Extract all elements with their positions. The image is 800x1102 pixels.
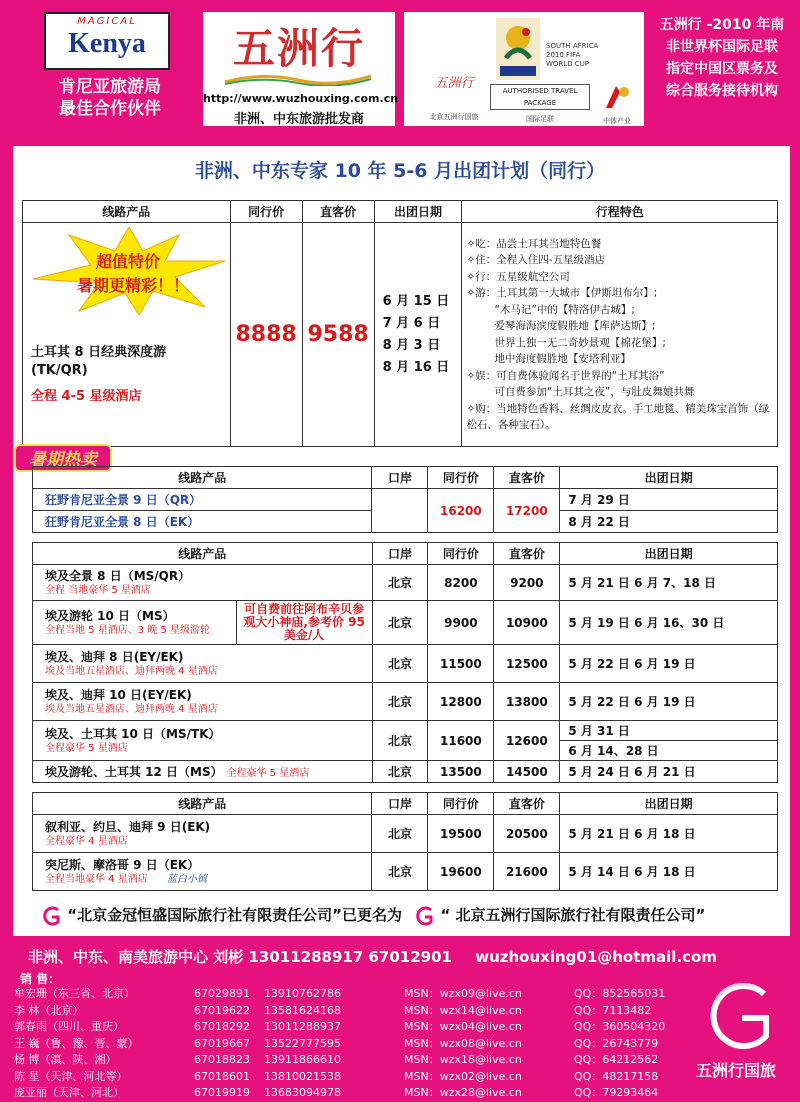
authorised-package-badge: AUTHORISED TRAVEL PACKAGE <box>490 84 590 110</box>
feature-line: 地中海度假胜地【安塔利亚】 <box>494 353 631 365</box>
route-hotel: 全程 当地豪华 5 星酒店 <box>45 584 151 596</box>
col-header-dates: 出团日期 <box>560 467 778 489</box>
route-hotel: 埃及当地五星酒店、迪拜两晚 4 星酒店 <box>45 703 218 715</box>
sales-msn: MSN：wzx14@live.cn <box>404 1003 522 1017</box>
list-item <box>14 1085 694 1102</box>
right-caption-line-1: 五洲行 -2010 年南 <box>659 17 785 33</box>
brand-name: 五洲行 <box>232 24 365 73</box>
page-title: 非洲、中东专家 10 年 5-6 月出团计划（同行） <box>194 160 606 182</box>
peer-price: 11600 <box>428 721 494 761</box>
departure-date: 5 月 24 日 6 月 21 日 <box>560 761 778 783</box>
feature-line: “木马记”中的【特洛伊古城】; <box>494 303 635 316</box>
route-name: 叙利亚、约旦、迪拜 9 日(EK) <box>45 819 211 834</box>
table-row <box>33 815 778 853</box>
col-header-route: 线路产品 <box>33 467 372 489</box>
sales-name: 牟宏珊（东三省、北京） <box>14 987 135 1000</box>
sales-name: 王 巍（鲁、豫、晋、蒙） <box>14 1036 139 1050</box>
departure-date: 5 月 21 日 6 月 7、18 日 <box>560 565 778 601</box>
route-highlight: 蓝白小镇 <box>166 873 207 885</box>
small-brand-caption: 北京五洲行国旅 <box>429 113 479 121</box>
feature-line: ✧娱：可自费体验闻名于世界的“土耳其浴” <box>466 369 665 382</box>
col-header-peer-price: 同行价 <box>428 543 494 565</box>
partner-logos-box <box>404 12 644 126</box>
port: 北京 <box>372 721 428 761</box>
col-header-port: 口岸 <box>372 543 428 565</box>
sales-name: 杨 博（滇、陕、湘） <box>14 1053 117 1066</box>
sales-mobile: 13810021538 <box>264 1069 341 1083</box>
route-hotel-line <box>33 873 371 887</box>
route-cell <box>33 683 373 721</box>
col-header-route: 线路产品 <box>23 201 231 223</box>
departure-date: 5 月 31 日 <box>560 721 778 741</box>
peer-price: 8888 <box>230 223 302 447</box>
col-header-route: 线路产品 <box>33 793 372 815</box>
port: 北京 <box>372 601 428 645</box>
features-cell <box>462 223 778 447</box>
route-cell <box>33 601 237 645</box>
col-header-dates: 出团日期 <box>560 543 778 565</box>
feature-line: 爱琴海海滨度假胜地【库萨达斯】; <box>494 320 656 332</box>
brand-url-link[interactable]: http://www.wuzhouxing.com.cn <box>203 92 399 105</box>
feature-line: ✧购：当地特色香料、丝绸皮皮衣。手工地毯、精美珠宝首饰（绿松石、各种宝石）。 <box>466 402 770 431</box>
feature-line: 世界上独一无二奇妙景观【棉花堡】; <box>494 336 666 349</box>
small-brand-logo: 五洲行 <box>434 76 474 91</box>
peer-price: 16200 <box>428 489 494 533</box>
worldcup-agency-caption <box>652 14 792 102</box>
china-sports-logo-icon <box>600 82 634 112</box>
sales-phone: 67029891 <box>194 987 250 1000</box>
port: 北京 <box>372 853 428 891</box>
retail-price: 20500 <box>494 815 560 853</box>
col-header-retail-price: 直客价 <box>494 793 560 815</box>
col-header-peer-price: 同行价 <box>230 201 302 223</box>
port-cell <box>372 489 428 533</box>
peer-price: 8200 <box>428 565 494 601</box>
company-rename-notice <box>40 904 780 927</box>
kenya-logo-magical: MAGICAL <box>77 16 137 27</box>
departure-dates <box>374 223 462 447</box>
departure-date: 5 月 14 日 6 月 18 日 <box>560 853 778 891</box>
brand-g-logo-icon <box>698 978 780 1056</box>
retail-price: 21600 <box>494 853 560 891</box>
col-header-port: 口岸 <box>372 467 428 489</box>
sales-msn: MSN：wzx18@live.cn <box>404 1053 522 1066</box>
retail-price: 9200 <box>494 565 560 601</box>
turkey-tour-table <box>22 200 778 447</box>
sales-name: 郭春雨（四川、重庆） <box>14 1020 124 1033</box>
retail-price: 12500 <box>494 645 560 683</box>
sport-caption: 中体产业 <box>603 117 631 125</box>
table-row <box>33 721 778 741</box>
departure-date: 6 月 14、28 日 <box>560 741 778 761</box>
brand-g-icon <box>413 905 435 927</box>
authorised-caption: 国际足联 <box>526 115 554 123</box>
route-hotel-level: 全程 4-5 星级酒店 <box>31 389 142 404</box>
route-cell <box>33 815 372 853</box>
route-name: 土耳其 8 日经典深度游 <box>31 345 167 360</box>
table-row <box>23 223 778 447</box>
route-hotel: 全程豪华 4 星酒店 <box>45 835 128 847</box>
table-header-row <box>33 543 778 565</box>
kenya-caption <box>30 76 190 120</box>
departure-date: 7 月 6 日 <box>382 315 441 331</box>
kenya-tour-table <box>32 466 778 533</box>
departure-date: 5 月 21 日 6 月 18 日 <box>560 815 778 853</box>
middle-east-tour-table <box>32 792 778 891</box>
sales-msn: MSN：wzx08@live.cn <box>404 1036 522 1050</box>
sales-qq: QQ：48217158 <box>574 1069 659 1083</box>
feature-line: ✧行：五星级航空公司 <box>466 270 570 283</box>
table-row <box>33 601 778 645</box>
port: 北京 <box>372 645 428 683</box>
col-header-peer-price: 同行价 <box>428 467 494 489</box>
departure-date: 7 月 29 日 <box>560 489 778 511</box>
sales-qq: QQ：852565031 <box>574 987 666 1000</box>
departure-date: 6 月 15 日 <box>382 293 450 309</box>
route-name: 埃及游轮、土耳其 12 日（MS） <box>45 765 223 779</box>
port: 北京 <box>372 683 428 721</box>
table-row <box>33 853 778 891</box>
contact-email-link[interactable]: wuzhouxing01@hotmail.com <box>475 948 717 966</box>
route-name: 突尼斯、摩洛哥 9 日（EK） <box>45 857 200 872</box>
brand-tagline: 非洲、中东旅游批发商 <box>233 112 364 127</box>
promo-line-1: 超值特价 <box>95 252 160 271</box>
fifa-world-cup-emblem-icon <box>496 18 540 80</box>
contact-info: 非洲、中东、南美旅游中心 刘彬 13011288917 67012901 <box>28 948 452 966</box>
list-item <box>14 986 694 1003</box>
retail-price: 9588 <box>302 223 374 447</box>
retail-price: 10900 <box>494 601 560 645</box>
peer-price: 19500 <box>428 815 494 853</box>
col-header-dates: 出团日期 <box>560 793 778 815</box>
port: 北京 <box>372 815 428 853</box>
kenya-logo-word: Kenya <box>68 28 146 59</box>
departure-date: 5 月 22 日 6 月 19 日 <box>560 645 778 683</box>
route-cell <box>23 223 231 447</box>
route-name: 埃及、土耳其 10 日（MS/TK） <box>45 726 221 741</box>
list-item <box>14 1052 694 1069</box>
col-header-peer-price: 同行价 <box>428 793 494 815</box>
departure-date: 8 月 16 日 <box>382 359 450 375</box>
port: 北京 <box>372 565 428 601</box>
feature-line: ✧游：土耳其第一大城市【伊斯坦布尔】; <box>466 287 658 299</box>
brand-g-icon <box>40 905 62 927</box>
kenya-logo <box>44 12 170 70</box>
table-header-row <box>33 467 778 489</box>
route-name: 埃及、迪拜 8 日(EY/EK) <box>45 649 184 664</box>
departure-date: 5 月 19 日 6 月 16、30 日 <box>560 601 778 645</box>
table-row <box>33 645 778 683</box>
col-header-retail-price: 直客价 <box>494 467 560 489</box>
col-header-features: 行程特色 <box>462 201 778 223</box>
retail-price: 13800 <box>494 683 560 721</box>
table-row <box>33 565 778 601</box>
route-hotel: 全程豪华 5 星酒店 <box>226 768 310 779</box>
right-caption-line-2: 非世界杯国际足联 <box>666 39 778 55</box>
sales-qq: QQ：64212562 <box>574 1053 659 1066</box>
feature-line: ✧吃：品尝土耳其当地特色餐 <box>466 237 602 250</box>
route-name: 埃及游轮 10 日（MS） <box>45 608 175 623</box>
egypt-tour-table <box>32 542 778 783</box>
list-item <box>14 1036 694 1053</box>
col-header-retail-price: 直客价 <box>494 543 560 565</box>
route-hotel: 埃及当地五星酒店、迪拜两晚 4 星酒店 <box>45 665 218 677</box>
route-name: 埃及、迪拜 10 日(EY/EK) <box>45 687 192 702</box>
sales-msn: MSN：wzx09@live.cn <box>404 987 522 1000</box>
col-header-port: 口岸 <box>372 793 428 815</box>
sales-qq: QQ：360504320 <box>574 1020 666 1033</box>
route-hotel: 全程豪华 5 星酒店 <box>45 742 128 754</box>
peer-price: 12800 <box>428 683 494 721</box>
kenya-caption-line-1: 肯尼亚旅游局 <box>59 77 161 97</box>
new-company-name: “ 北京五洲行国际旅行社有限责任公司” <box>440 906 706 924</box>
route-airline-code: (TK/QR) <box>31 363 88 378</box>
sales-name: 陈 星（天津、河北等） <box>14 1069 128 1083</box>
right-caption-line-3: 指定中国区票务及 <box>666 61 778 77</box>
list-item <box>14 1069 694 1086</box>
peer-price: 19600 <box>428 853 494 891</box>
sales-phone: 67019667 <box>194 1036 250 1050</box>
table-row <box>33 489 778 511</box>
sales-msn: MSN：wzx04@live.cn <box>404 1020 522 1033</box>
summer-hot-badge: 暑期热卖 <box>14 444 112 472</box>
brand-logo-box <box>203 12 399 127</box>
retail-price: 17200 <box>494 489 560 533</box>
route-cell <box>33 761 373 783</box>
retail-price: 12600 <box>494 721 560 761</box>
sales-qq: QQ：26743779 <box>574 1036 659 1050</box>
contact-line <box>28 946 798 967</box>
sales-mobile: 13683094978 <box>264 1086 341 1099</box>
table-row <box>33 683 778 721</box>
route-name: 狂野肯尼亚全景 9 日（QR） <box>33 489 372 511</box>
sales-mobile: 13911866610 <box>264 1053 341 1066</box>
sales-mobile: 13522777595 <box>264 1036 341 1050</box>
sales-qq: QQ：7113482 <box>574 1003 652 1017</box>
list-item <box>14 1003 694 1020</box>
sales-phone: 67018601 <box>194 1069 250 1083</box>
departure-date: 8 月 3 日 <box>382 337 441 353</box>
promo-line-2: 暑期更精彩！！ <box>76 276 189 295</box>
footer-brand-name: 五洲行国旅 <box>695 1061 776 1080</box>
fifa-text: SOUTH AFRICA 2010 FIFA WORLD CUP <box>546 42 599 68</box>
sales-contact-list <box>14 986 694 1102</box>
departure-date: 5 月 22 日 6 月 19 日 <box>560 683 778 721</box>
feature-line: 可自费参加“土耳其之夜”，与肚皮舞娘共舞 <box>494 386 695 398</box>
route-cell <box>33 645 373 683</box>
port: 北京 <box>372 761 428 783</box>
peer-price: 13500 <box>428 761 494 783</box>
kenya-caption-line-2: 最佳合作伙伴 <box>59 99 161 119</box>
feature-line: ✧住：全程入住四-五星级酒店 <box>466 254 606 266</box>
retail-price: 14500 <box>494 761 560 783</box>
table-header-row <box>23 201 778 223</box>
departure-date: 8 月 22 日 <box>560 511 778 533</box>
old-company-name: “北京金冠恒盛国际旅行社有限责任公司”已更名为 <box>67 906 402 924</box>
peer-price: 9900 <box>428 601 494 645</box>
sales-mobile: 13910762786 <box>264 987 341 1000</box>
route-name: 埃及全景 8 日（MS/QR） <box>45 568 191 583</box>
col-header-retail-price: 直客价 <box>302 201 374 223</box>
sales-msn: MSN：wzx02@live.cn <box>404 1069 522 1083</box>
col-header-dates: 出团日期 <box>374 201 462 223</box>
table-header-row <box>33 793 778 815</box>
sales-phone: 67018292 <box>194 1020 250 1033</box>
route-cell <box>33 853 372 891</box>
table-row <box>33 761 778 783</box>
sales-label: 销 售： <box>20 972 61 986</box>
sales-msn: MSN：wzx28@live.cn <box>404 1086 522 1099</box>
optional-excursion-note: 可自费前往阿布辛贝参观大小神庙,参考价 95 美金/人 <box>236 601 372 645</box>
right-caption-line-4: 综合服务接待机构 <box>666 83 778 99</box>
route-hotel: 全程当地豪华 4 星酒店 <box>45 873 148 885</box>
brand-swoosh-icon <box>223 72 373 86</box>
route-cell <box>33 721 373 761</box>
sales-name: 李 林（北京） <box>14 1003 84 1017</box>
sales-phone: 67018823 <box>194 1053 250 1066</box>
sales-qq: QQ：79293464 <box>574 1086 659 1099</box>
sales-phone: 67019919 <box>194 1086 250 1099</box>
sales-mobile: 13581624168 <box>264 1003 341 1017</box>
route-hotel: 全程当地 5 星酒店、3 晚 5 星级游轮 <box>45 624 210 636</box>
peer-price: 11500 <box>428 645 494 683</box>
route-cell <box>33 565 373 601</box>
route-name: 狂野肯尼亚全景 8 日（EK） <box>33 511 372 533</box>
sales-phone: 67019622 <box>194 1003 250 1017</box>
sales-mobile: 13011288937 <box>264 1020 341 1033</box>
list-item <box>14 1019 694 1036</box>
col-header-route: 线路产品 <box>33 543 373 565</box>
sales-name: 庞亚丽（天津、河北） <box>14 1086 124 1099</box>
